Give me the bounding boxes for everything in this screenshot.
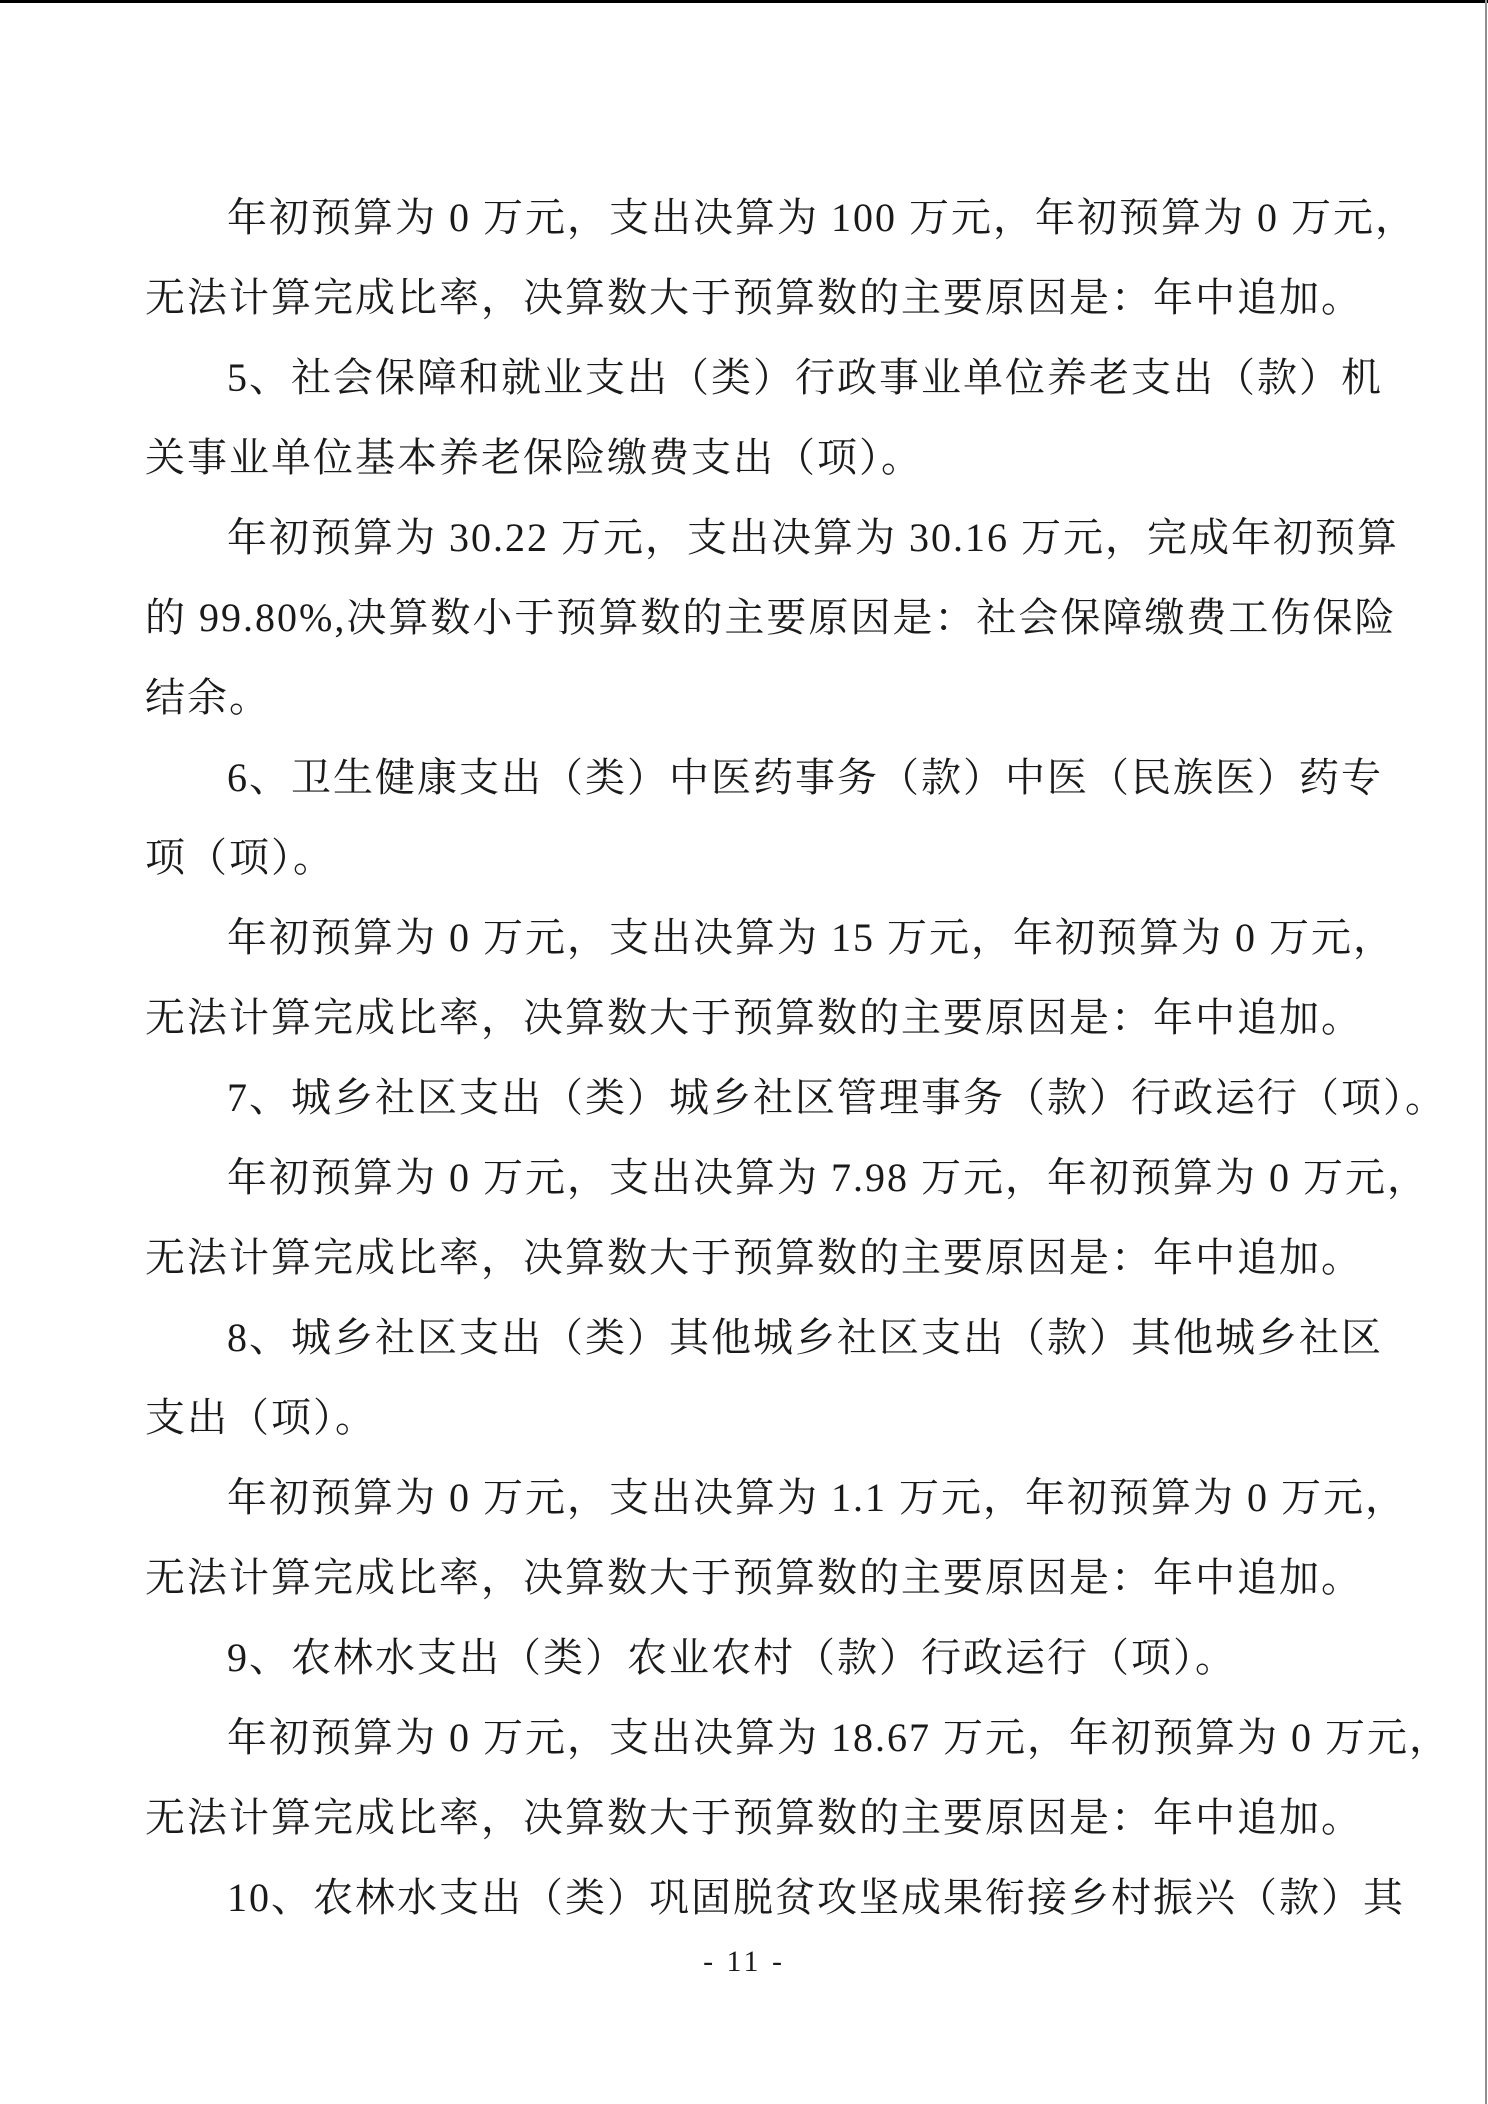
document-line: 5、社会保障和就业支出（类）行政事业单位养老支出（款）机 (227, 355, 1383, 400)
document-line: 的 99.80%,决算数小于预算数的主要原因是：社会保障缴费工伤保险 (145, 595, 1397, 640)
document-line: 项（项）。 (145, 835, 335, 880)
document-body (145, 178, 1451, 1938)
document-line: 无法计算完成比率，决算数大于预算数的主要原因是：年中追加。 (145, 1555, 1363, 1600)
document-line: 年初预算为 0 万元，支出决算为 100 万元，年初预算为 0 万元， (227, 195, 1417, 240)
document-line: 无法计算完成比率，决算数大于预算数的主要原因是：年中追加。 (145, 1235, 1363, 1280)
document-line: 8、城乡社区支出（类）其他城乡社区支出（款）其他城乡社区 (227, 1315, 1383, 1360)
document-line: 10、农林水支出（类）巩固脱贫攻坚成果衔接乡村振兴（款）其 (227, 1875, 1405, 1920)
document-line: 结余。 (145, 675, 271, 720)
document-line: 无法计算完成比率，决算数大于预算数的主要原因是：年中追加。 (145, 995, 1363, 1040)
document-line: 6、卫生健康支出（类）中医药事务（款）中医（民族医）药专 (227, 755, 1383, 800)
document-line: 7、城乡社区支出（类）城乡社区管理事务（款）行政运行（项）。 (227, 1075, 1447, 1120)
page-number: - 11 - (703, 1945, 785, 1978)
document-line: 年初预算为 30.22 万元，支出决算为 30.16 万元，完成年初预算 (227, 515, 1399, 560)
scan-edge-right (1485, 0, 1487, 2104)
document-line: 支出（项）。 (145, 1395, 377, 1440)
document-line: 年初预算为 0 万元，支出决算为 15 万元，年初预算为 0 万元， (227, 915, 1395, 960)
document-line: 年初预算为 0 万元，支出决算为 1.1 万元，年初预算为 0 万元， (227, 1475, 1407, 1520)
document-line: 9、农林水支出（类）农业农村（款）行政运行（项）。 (227, 1635, 1237, 1680)
scan-edge-top (0, 0, 1488, 3)
document-line: 关事业单位基本养老保险缴费支出（项）。 (145, 435, 923, 480)
document-line: 年初预算为 0 万元，支出决算为 18.67 万元，年初预算为 0 万元， (227, 1715, 1451, 1760)
document-line: 无法计算完成比率，决算数大于预算数的主要原因是：年中追加。 (145, 275, 1363, 320)
document-line: 无法计算完成比率，决算数大于预算数的主要原因是：年中追加。 (145, 1795, 1363, 1840)
document-line: 年初预算为 0 万元，支出决算为 7.98 万元，年初预算为 0 万元， (227, 1155, 1429, 1200)
